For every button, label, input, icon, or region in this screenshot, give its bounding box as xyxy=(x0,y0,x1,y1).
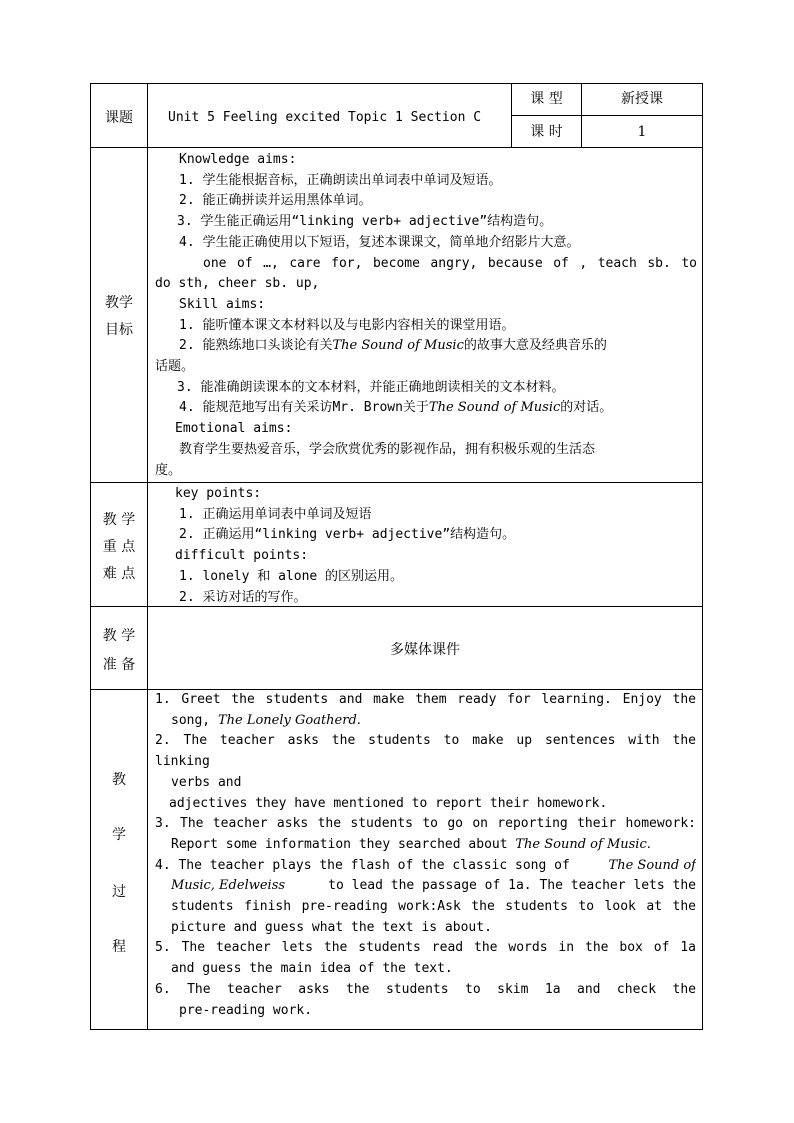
process-step-4-a: 4. The teacher plays the flash of the classic song of xyxy=(155,857,570,873)
knowledge-item-2: 2. 能正确拼读并运用黑体单词。 xyxy=(179,193,372,209)
process-step-3-b: Report some information they searched about xyxy=(171,836,508,852)
preparation-value: 多媒体课件 xyxy=(390,642,460,658)
type-label: 课 型 xyxy=(530,91,563,107)
type-value: 新授课 xyxy=(621,91,663,107)
key-point-1: 1. 正确运用单词表中单词及短语 xyxy=(179,506,372,522)
knowledge-phrases-2: do sth, cheer sb. up, xyxy=(155,276,320,292)
course-label: 课题 xyxy=(105,110,133,126)
key-point-2: 2. 正确运用“linking verb+ adjective”结构造句。 xyxy=(179,527,516,543)
process-step-4-b: to lead the passage of 1a. The teacher lets the xyxy=(328,878,696,894)
hours-value: 1 xyxy=(637,124,647,140)
knowledge-item-1: 1. 学生能根据音标，正确朗读出单词表中单词及短语。 xyxy=(179,172,502,188)
keypoints-label-2: 重 点 xyxy=(102,539,136,555)
skill-item-2-movie: The Sound of Music xyxy=(332,338,464,354)
process-step-1: 1. Greet the students and make them ready for learning. Enjoy the xyxy=(155,692,696,707)
keypoints-label-3: 难 点 xyxy=(102,566,136,582)
objectives-label-1: 教学 xyxy=(105,295,133,311)
keypoints-label-1: 教 学 xyxy=(102,512,136,528)
key-points-heading: key points: xyxy=(175,486,262,501)
preparation-label-1: 教 学 xyxy=(102,628,136,644)
objectives-label-2: 目标 xyxy=(105,322,133,338)
process-step-2-b: verbs and xyxy=(171,774,242,790)
process-step-2-c: adjectives they have mentioned to report their homework. xyxy=(169,795,608,811)
process-step-4-cont xyxy=(155,876,696,897)
process-step-4-movie-2: Music, Edelweiss xyxy=(171,878,286,894)
knowledge-item-4: 4. 学生能正确使用以下短语，复述本课课文，简单地介绍影片大意。 xyxy=(179,234,580,250)
process-step-1-cont xyxy=(155,711,696,732)
emotional-item-1: 教育学生要热爱音乐，学会欣赏优秀的影视作品，拥有积极乐观的生活态 xyxy=(179,441,596,457)
process-label-1: 教 xyxy=(112,772,126,788)
process-step-1-b: song, xyxy=(171,712,211,728)
process-step-5-b: and guess the main idea of the text. xyxy=(171,961,453,977)
hours-label: 课 时 xyxy=(530,124,563,140)
process-step-4-movie-1: The Sound of xyxy=(608,857,696,873)
skill-item-4-a: 4. 能规范地写出有关采访Mr. Brown关于 xyxy=(179,400,429,416)
process-step-5: 5. The teacher lets the students read the words in the box of 1a xyxy=(155,940,696,956)
keypoints-content xyxy=(155,484,697,608)
emotional-item-1-cont: 度。 xyxy=(155,462,182,478)
knowledge-heading: Knowledge aims: xyxy=(179,152,297,167)
knowledge-item-3: 3. 学生能正确运用“linking verb+ adjective”结构造句。 xyxy=(177,214,553,230)
process-step-6-b: pre-reading work. xyxy=(179,1002,313,1018)
skill-item-2 xyxy=(155,336,697,357)
process-step-3-movie: The Sound of Music. xyxy=(515,836,651,852)
process-label-3: 过 xyxy=(112,884,126,900)
difficult-points-heading: difficult points: xyxy=(175,548,309,564)
process-step-4-c: students finish pre-reading work:Ask the students to look at the xyxy=(171,899,696,915)
skill-item-4 xyxy=(155,398,697,419)
process-step-6: 6. The teacher asks the students to skim 1a and check the xyxy=(155,981,696,997)
objectives-content xyxy=(155,150,697,481)
process-step-3: 3. The teacher asks the students to go on reporting their homework: xyxy=(155,816,696,832)
skill-item-2-cont: 话题。 xyxy=(155,359,195,375)
skill-heading: Skill aims: xyxy=(179,296,266,312)
difficult-point-2: 2. 采访对话的写作。 xyxy=(179,589,307,605)
skill-item-2-a: 2. 能熟练地口头谈论有关 xyxy=(179,338,333,354)
difficult-point-1: 1. lonely 和 alone 的区别运用。 xyxy=(179,568,404,584)
process-step-4 xyxy=(155,856,696,877)
process-step-2: 2. The teacher asks the students to make up sentences with the linking xyxy=(155,733,696,770)
knowledge-phrases-1: one of …, care for, become angry, because of , teach sb. to xyxy=(203,255,697,271)
skill-item-4-b: 的对话。 xyxy=(560,400,613,416)
course-title: Unit 5 Feeling excited Topic 1 Section C xyxy=(168,110,482,125)
process-content xyxy=(155,690,696,1021)
process-label-4: 程 xyxy=(112,939,126,955)
emotional-heading: Emotional aims: xyxy=(175,421,293,437)
skill-item-3: 3. 能准确朗读课本的文本材料，并能正确地朗读相关的文本材料。 xyxy=(177,379,565,395)
process-step-4-d: picture and guess what the text is about. xyxy=(171,919,492,935)
process-step-1-song: The Lonely Goatherd. xyxy=(217,712,361,728)
process-label-2: 学 xyxy=(112,827,126,843)
preparation-label-2: 准 备 xyxy=(102,657,136,673)
process-step-3-cont xyxy=(155,835,696,856)
skill-item-2-b: 的故事大意及经典音乐的 xyxy=(463,338,607,354)
skill-item-1: 1. 能听懂本课文本材料以及与电影内容相关的课堂用语。 xyxy=(179,317,515,333)
skill-item-4-movie: The Sound of Music xyxy=(428,400,561,416)
